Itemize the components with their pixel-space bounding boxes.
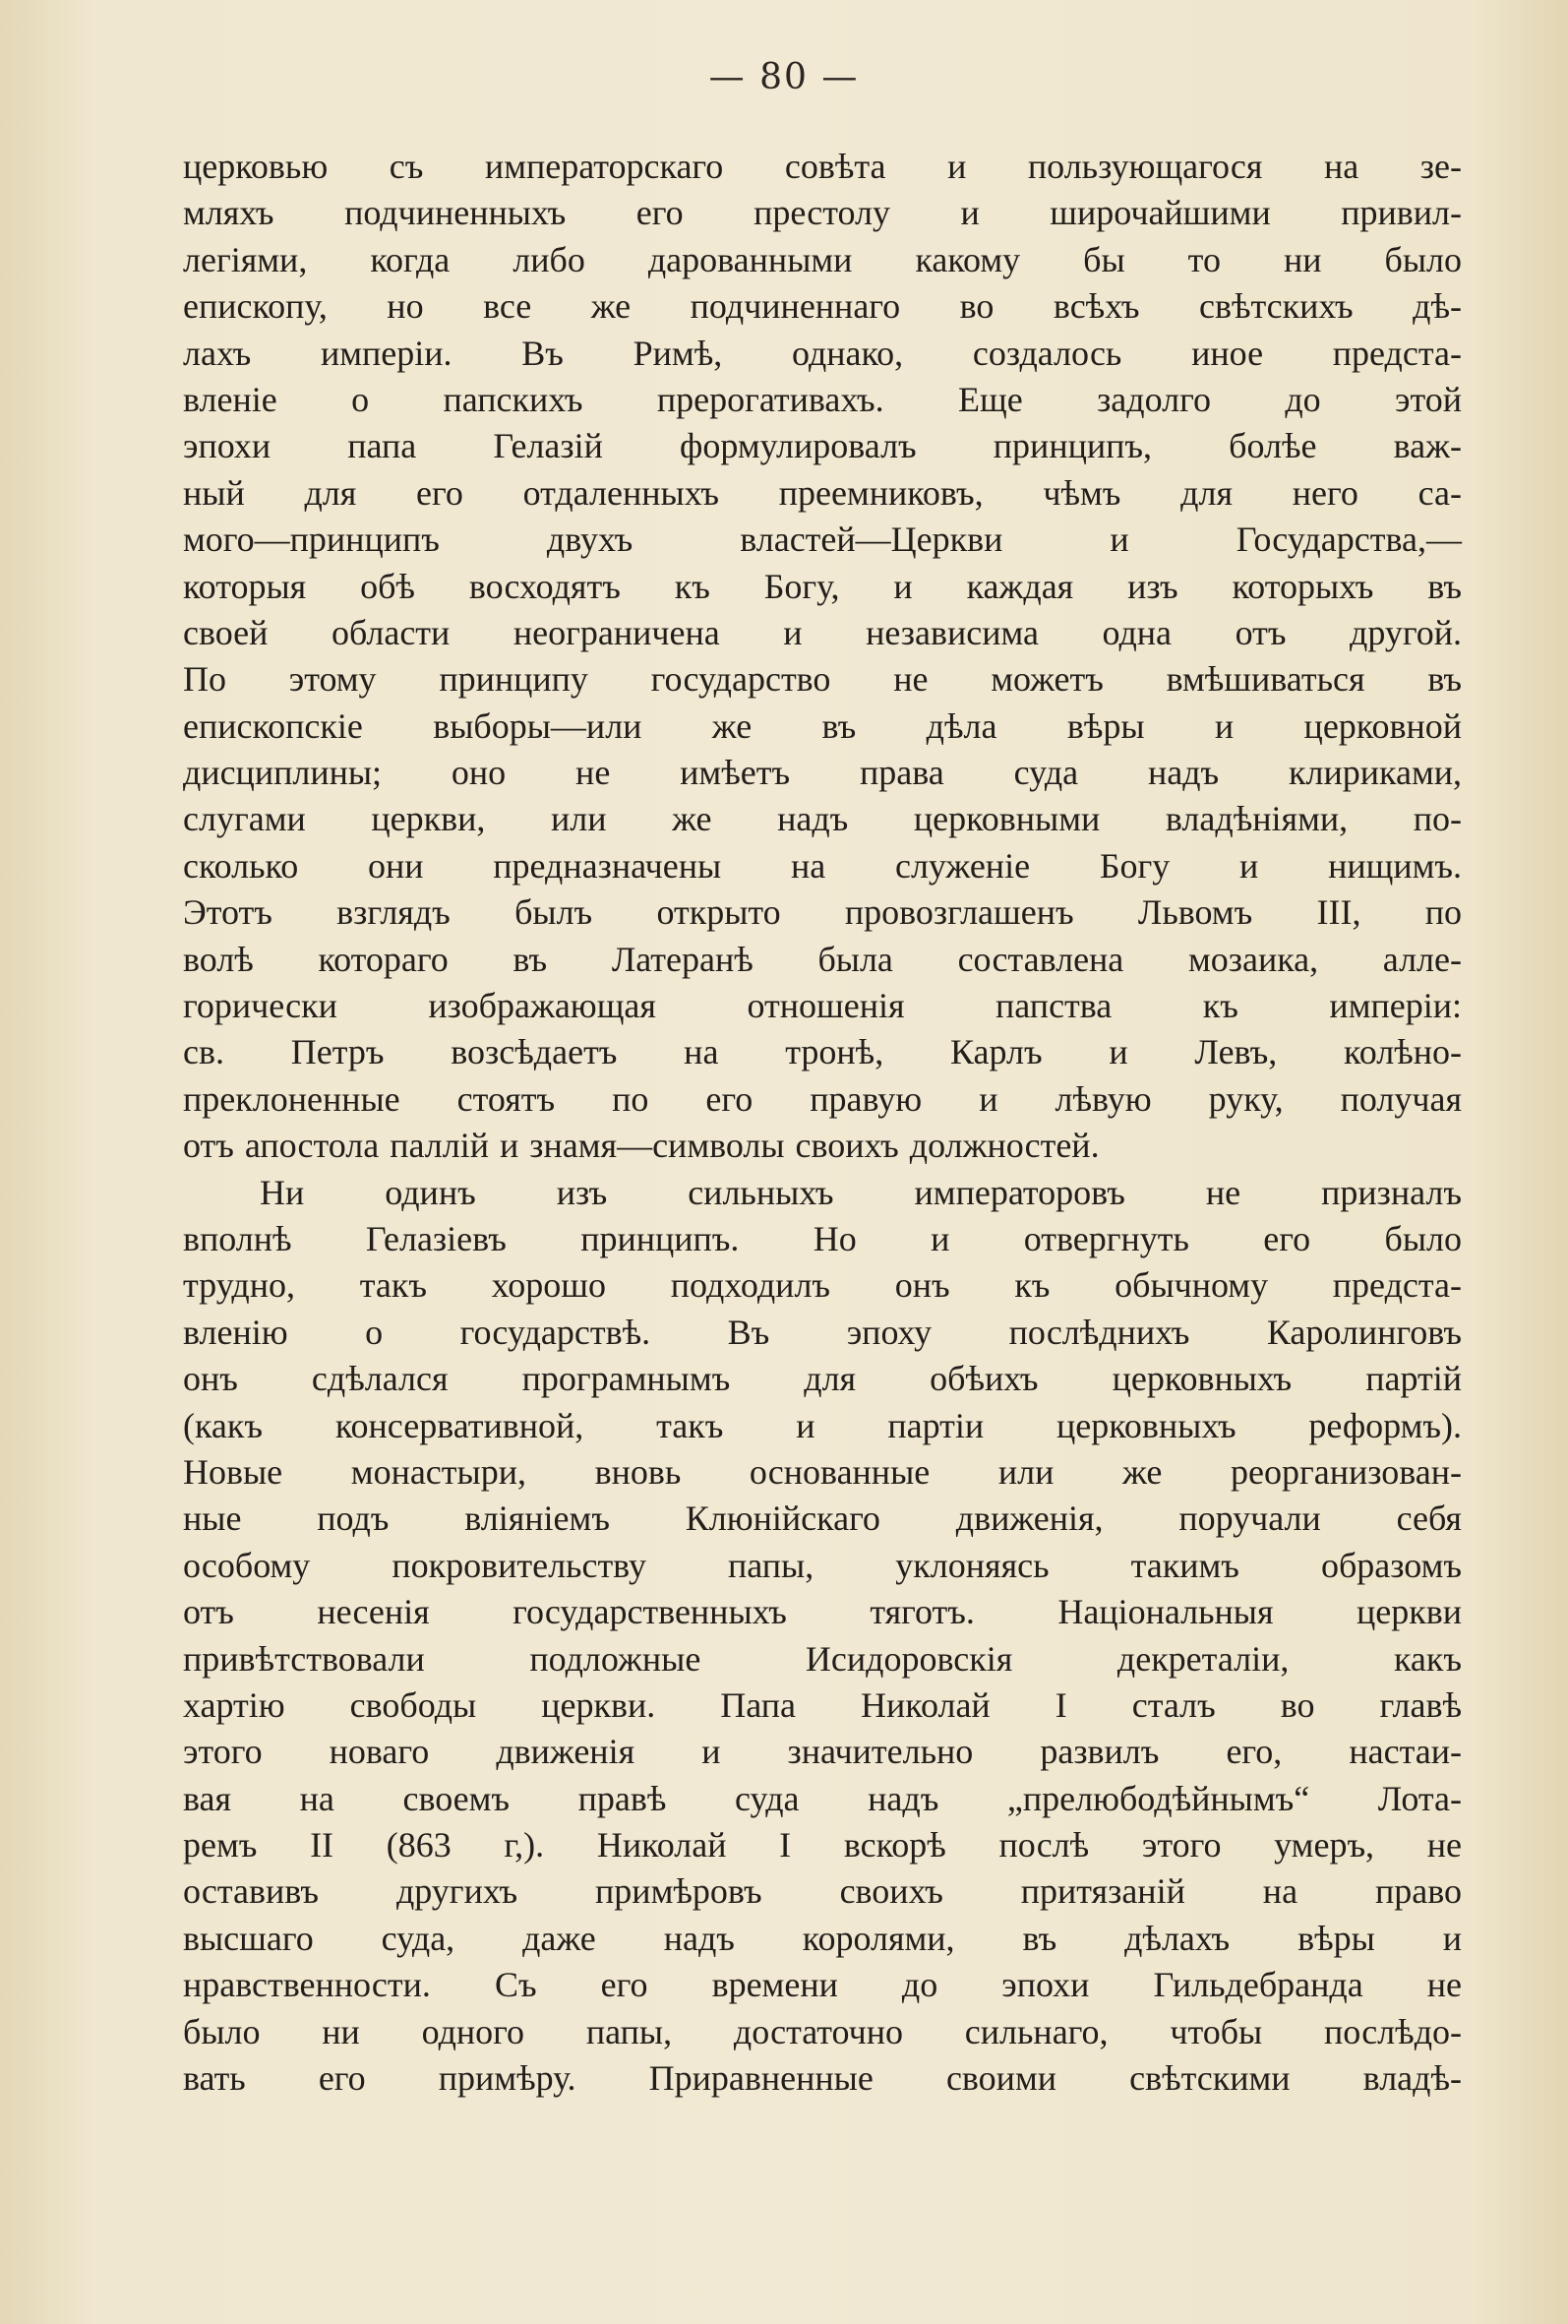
text-line: ремъ II (863 г,). Николай I вскорѣ послѣ этого умеръ, не [183,1825,1462,1865]
text-line: мого—принципъ двухъ властей—Церкви и Государства,— [183,520,1462,560]
text-line: оставивъ другихъ примѣровъ своихъ притязаній на право [183,1871,1462,1912]
text-line: сколько они предназначены на служеніе Богу и нищимъ. [183,845,1462,886]
text-line: легіями, когда либо дарованными какому бы то ни было [183,239,1462,279]
text-line: Этотъ взглядъ былъ открыто провозглашенъ Львомъ III, по [183,892,1462,933]
text-line: По этому принципу государство не можетъ вмѣшиваться въ [183,659,1462,700]
text-line: ный для его отдаленныхъ преемниковъ, чѣмъ для него са- [183,472,1462,513]
page-number: — 80 — [708,57,860,97]
text-line: вать его примѣру. Приравненные своими свѣтскими владѣ- [183,2058,1462,2099]
text-line: высшаго суда, даже надъ королями, въ дѣлахъ вѣры и [183,1918,1462,1958]
text-line: отъ апостола паллій и знамя—символы своихъ должностей. [183,1126,1100,1166]
text-line: вполнѣ Гелазіевъ принципъ. Но и отвергнуть его было [183,1218,1462,1258]
text-line: церковью съ императорскаго совѣта и пользующагося на зе- [183,147,1462,186]
text-line: горически изображающая отношенія папства къ имперіи: [183,986,1462,1026]
text-line: дисциплины; оно не имѣетъ права суда надъ клириками, [183,753,1462,793]
text-line: мляхъ подчиненныхъ его престолу и широчайшими привил- [183,193,1462,233]
text-line: епископу, но все же подчиненнаго во всѣхъ свѣтскихъ дѣ- [183,286,1462,327]
text-line: преклоненные стоятъ по его правую и лѣвую руку, получая [183,1078,1462,1119]
text-line: вленію о государствѣ. Въ эпоху послѣднихъ Каролинговъ [183,1312,1462,1352]
text-line: (какъ консервативной, такъ и партіи церковныхъ реформъ). [183,1405,1462,1445]
text-line: особому покровительству папы, уклоняясь такимъ образомъ [183,1545,1462,1585]
text-line: ные подъ вліяніемъ Клюнійскаго движенія, поручали себя [183,1498,1462,1539]
text-line: этого новаго движенія и значительно развилъ его, настаи- [183,1732,1462,1772]
text-line: епископскіе выборы—или же въ дѣла вѣры и церковной [183,705,1462,746]
text-line: вленіе о папскихъ прерогативахъ. Еще задолго до этой [183,379,1462,419]
text-line: привѣтствовали подложные Исидоровскія декреталіи, какъ [183,1638,1462,1679]
text-line: своей области неограничена и независима одна отъ другой. [183,612,1462,652]
text-line: Новые монастыри, вновь основанные или же реорганизован- [183,1451,1462,1492]
body-text [183,144,1462,2102]
text-line: было ни одного папы, достаточно сильнаго, чтобы послѣдо- [183,2011,1462,2051]
text-line: волѣ котораго въ Латеранѣ была составлена мозаика, алле- [183,939,1462,979]
text-line: отъ несенія государственныхъ тяготъ. Національныя церкви [183,1592,1462,1632]
text-line: трудно, такъ хорошо подходилъ онъ къ обычному предста- [183,1265,1462,1306]
text-line: хартію свободы церкви. Папа Николай I сталъ во главѣ [183,1684,1462,1725]
text-line: нравственности. Съ его времени до эпохи Гильдебранда не [183,1965,1462,2005]
text-line: онъ сдѣлался програмнымъ для обѣихъ церковныхъ партій [183,1359,1462,1399]
text-line: лахъ имперіи. Въ Римѣ, однако, создалось иное предста- [183,333,1462,373]
text-line: св. Петръ возсѣдаетъ на тронѣ, Карлъ и Левъ, колѣно- [183,1032,1462,1072]
text-line: эпохи папа Гелазій формулировалъ принципъ, болѣе важ- [183,426,1462,466]
text-line: Ни одинъ изъ сильныхъ императоровъ не призналъ [260,1172,1462,1212]
text-line: которыя обѣ восходятъ къ Богу, и каждая изъ которыхъ въ [183,566,1462,606]
text-line: слугами церкви, или же надъ церковными владѣніями, по- [183,799,1462,839]
text-line: вая на своемъ правѣ суда надъ „прелюбодѣйнымъ“ Лота- [183,1778,1462,1818]
